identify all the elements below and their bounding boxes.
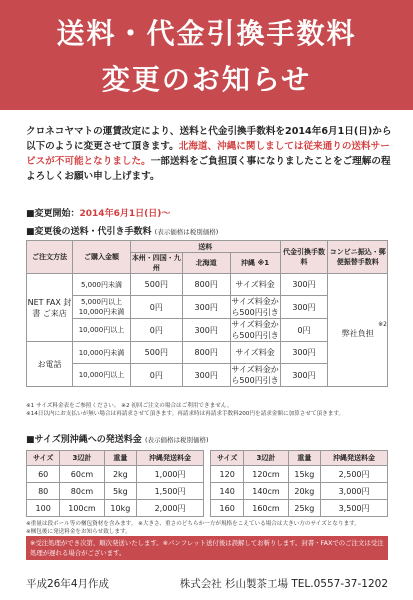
th-conv: コンビニ振込・郵便振替手数料 [328, 241, 388, 274]
row-area-1: 0円 [130, 364, 182, 387]
fee-cell: 2,500円 [321, 466, 388, 483]
th-amount: ご購入金額 [73, 241, 131, 274]
th-size: サイズ [211, 451, 244, 466]
row-area-3: サイズ料金 [230, 342, 280, 364]
row-amount: 10,000円以上 [73, 364, 131, 387]
footnote-1-line-2: ※14日以内にお支払いが無い場合は再請求させて頂きます。再請求時は再請求手数料200円を請求金額に加算させて頂きます。 [26, 411, 345, 417]
footnote-1-line-1: ※1 サイズ料金表をご参照ください。 ※2 初回ご注文の場合はご利用できません。 [26, 403, 233, 409]
size-table-right [210, 450, 388, 517]
intro-p3: 一部送料をご負担頂く事になりましたことをご理解の程よろしくお願い申し上げます。 [26, 156, 391, 182]
title-line-2: 変更のお知らせ [101, 63, 312, 96]
table1-heading-text: ■変更後の送料・代引き手数料 [26, 227, 152, 237]
weight-cell: 2kg [104, 466, 136, 483]
conv-cell [328, 274, 388, 387]
footer-company: 株式会社 杉山製茶工場 TEL.0557-37-1202 [179, 578, 388, 590]
fee-cell: 3,500円 [321, 500, 388, 517]
th-okinawa-fee: 沖縄発送料金 [321, 451, 388, 466]
table2-heading-text: ■サイズ別沖縄への発送料金 [26, 435, 142, 445]
title-banner [0, 0, 413, 110]
table1-heading-note: (表示価格は税別価格) [154, 228, 219, 236]
th-area-3: 沖縄 ※1 [230, 253, 280, 274]
change-start-date: 2014年6月1日(日)〜 [79, 209, 171, 219]
size-cell: 140 [211, 483, 244, 500]
weight-cell: 20kg [288, 483, 320, 500]
footer [26, 576, 388, 591]
dimension-cell: 80cm [60, 483, 104, 500]
size-cell: 60 [27, 466, 60, 483]
dimension-cell: 120cm [244, 466, 288, 483]
th-weight: 重量 [288, 451, 320, 466]
row-area-2: 300円 [182, 364, 230, 387]
table2-heading [26, 432, 209, 445]
fee-cell: 1,500円 [137, 483, 204, 500]
row-amount: 5,000円未満 [73, 274, 131, 296]
th-okinawa-fee: 沖縄発送料金 [137, 451, 204, 466]
conv-note: ※2 [378, 321, 387, 328]
row-area-2: 300円 [182, 296, 230, 319]
intro-text [26, 124, 396, 184]
row-amount: 10,000円以上 [73, 319, 131, 342]
shipping-table [26, 240, 388, 387]
weight-cell: 10kg [104, 500, 136, 517]
intro-red-text: 北海道、沖縄に関しましては従来通りの送料サービスが不可能となりました。 [26, 141, 390, 167]
size-table-left [26, 450, 204, 517]
notice-box: ※受注処理ができ次第、順次発送いたします。※パンフレット送付後は誤解してお斬りします。封書・FAXでのご注文は受注処理が遅れる場合がございます。 [26, 536, 388, 560]
intro-p1: クロネコヤマトの運賃改定により、送料と代金引換手数料を2014年6月1日(日)から以下のように変更させて頂きます。 [26, 126, 392, 152]
row-area-3: サイズ料金から500円引き [231, 365, 279, 385]
dimension-cell: 160cm [244, 500, 288, 517]
change-start [26, 206, 170, 219]
row-cod: 300円 [280, 342, 328, 364]
change-start-label: ■変更開始： [26, 209, 80, 219]
row-cod: 300円 [280, 274, 328, 296]
row-area-3: サイズ料金から500円引き [231, 320, 279, 340]
size-cell: 80 [27, 483, 60, 500]
dimension-cell: 140cm [244, 483, 288, 500]
th-weight: 重量 [104, 451, 136, 466]
fee-cell: 1,000円 [137, 466, 204, 483]
row-area-2: 300円 [182, 319, 230, 342]
dimension-cell: 60cm [60, 466, 104, 483]
row-cod: 300円 [280, 364, 328, 387]
size-cell: 120 [211, 466, 244, 483]
th-size: サイズ [27, 451, 60, 466]
title-line-1: 送料・代金引換手数料 [56, 17, 357, 50]
th-cod: 代金引換手数料 [280, 241, 328, 274]
table2-heading-note: (表示価格は税別価格) [144, 436, 209, 444]
footnote-1 [26, 402, 391, 418]
footer-date: 平成26年4月作成 [26, 578, 110, 590]
weight-cell: 5kg [104, 483, 136, 500]
dimension-cell: 100cm [60, 500, 104, 517]
method-b: お電話 [27, 342, 73, 387]
size-cell: 160 [211, 500, 244, 517]
weight-cell: 15kg [288, 466, 320, 483]
th-dimension: 3辺計 [60, 451, 104, 466]
row-amount: 5,000円以上 10,000円未満 [73, 296, 131, 319]
row-area-1: 0円 [130, 319, 182, 342]
footnote-2-line-2: ※梱包後に発送料金をお知らせ致します。 [26, 529, 131, 535]
size-cell: 100 [27, 500, 60, 517]
th-dimension: 3辺計 [244, 451, 288, 466]
conv-value: 弊社負担 [341, 329, 374, 338]
row-area-3: サイズ料金から500円引き [231, 297, 279, 317]
th-area-2: 北海道 [182, 253, 230, 274]
row-area-1: 0円 [130, 296, 182, 319]
row-area-2: 800円 [182, 342, 230, 364]
row-area-1: 500円 [130, 274, 182, 296]
weight-cell: 25kg [288, 500, 320, 517]
row-amount: 10,000円未満 [73, 342, 131, 364]
th-area-1: 本州・四国・九州 [131, 254, 181, 272]
fee-cell: 2,000円 [137, 500, 204, 517]
fee-cell: 3,000円 [321, 483, 388, 500]
row-cod: 0円 [280, 319, 328, 342]
method-a: NET FAX 封書 ご来店 [27, 274, 73, 342]
footnote-2 [26, 520, 391, 536]
footnote-2-line-1: ※重量は段ボール等の梱包資材を含みます。 ※大きさ、重さのどちらか一方が規格をこえている場合は大きい方のサイズとなります。 [26, 521, 360, 527]
th-shipping: 送料 [130, 241, 280, 253]
row-cod: 300円 [280, 296, 328, 319]
row-area-3: サイズ料金 [230, 274, 280, 296]
table1-heading [26, 224, 218, 237]
row-area-1: 500円 [130, 342, 182, 364]
row-area-2: 800円 [182, 274, 230, 296]
th-method: ご注文方法 [27, 241, 73, 274]
